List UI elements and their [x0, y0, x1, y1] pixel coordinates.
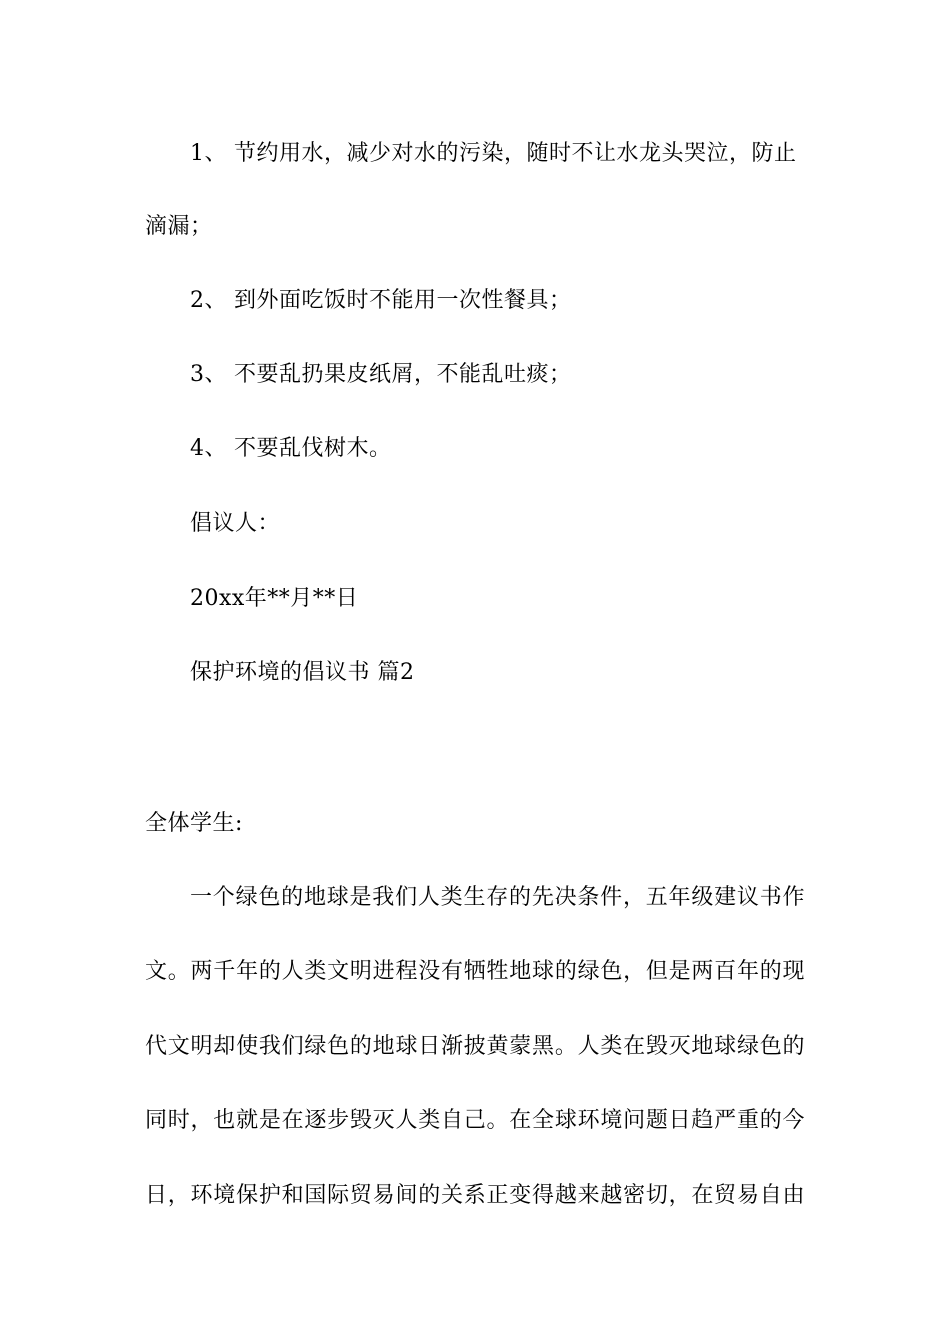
list-item-number: 2、	[190, 288, 227, 313]
salutation: 全体学生:	[145, 811, 243, 836]
list-item-text: 不要乱伐树木。	[234, 436, 392, 461]
list-item-1-continuation: 滴漏；	[145, 214, 213, 239]
list-item-text: 不要乱扔果皮纸屑，不能乱吐痰；	[234, 362, 572, 387]
section-title: 保护环境的倡议书 篇2	[190, 660, 415, 685]
list-item-text: 节约用水，减少对水的污染，随时不让水龙头哭泣，防止	[234, 141, 797, 166]
paragraph-line-4: 同时，也就是在逐步毁灭人类自己。在全球环境问题日趋严重的今	[145, 1108, 805, 1133]
list-item-3	[190, 360, 572, 390]
paragraph-line-5: 日，环境保护和国际贸易间的关系正变得越来越密切，在贸易自由	[145, 1183, 805, 1208]
paragraph-line-2: 文。两千年的人类文明进程没有牺牲地球的绿色，但是两百年的现	[145, 959, 805, 984]
list-item-number: 4、	[190, 436, 227, 461]
list-item-number: 1、	[190, 141, 227, 166]
paragraph-line-3: 代文明却使我们绿色的地球日渐披黄蒙黑。人类在毁灭地球绿色的	[145, 1034, 805, 1059]
paragraph-line-1: 一个绿色的地球是我们人类生存的先决条件，五年级建议书作	[190, 885, 805, 910]
date-line: 20xx年**月**日	[190, 586, 359, 611]
list-item-2	[190, 286, 572, 316]
list-item-text: 到外面吃饭时不能用一次性餐具；	[234, 288, 572, 313]
list-item-1	[190, 139, 797, 169]
list-item-4	[190, 434, 392, 464]
list-item-number: 3、	[190, 362, 227, 387]
proposer-label: 倡议人：	[190, 511, 281, 536]
